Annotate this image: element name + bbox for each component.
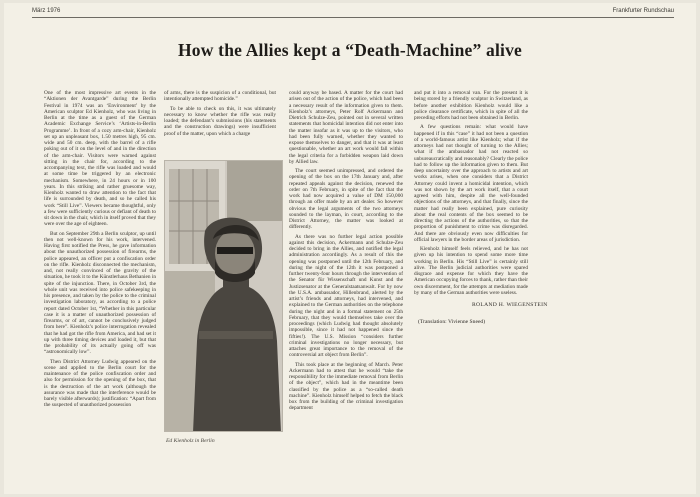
paragraph: A few questions remain: what would have happened if in this “case” it had not been a question of a world-famous artist like Kienholz; what if the attorneys had not thought of turning to the Allies; what if the ambassador had not reacted so unbureaucratically and reasonably? Clearly the police had to follow up the information given to them. But deep uncertainty over the approach to artists and art works arises, when one considers that a District Attorney could invent a homicidal intention, which was not shown by the art work itself, that a court agreed with him, despite all the well-founded objections of the attorneys, and that finally, since the matter had really been explained, pure curiosity about the real contents of the box seemed to be directing the actions of the authorities, so that the proportion of punishment to crime was disregarded. And there are obviously even now difficulties for official lawyers in the border areas of jurisdiction. xyxy=(414,124,528,243)
paragraph: To be able to check on this, it was ultimately necessary to know whether the rifle was really loaded; the defendant’s submissions (his statements and the construction drawings) were insufficient proof of the matter, upon which a charge xyxy=(164,105,276,137)
paragraph: As there was no further legal action possible against this decision, Ackermann and Schulze-Zeu decided to bring in the Allies, and notified the legal administration accordingly. As a result of this the opening was postponed until the 12th February, and during the night of the 12th it was postponed a further twenty-four hours through the intervention of the Senator für Wissenschaft und Kunst and the Justizsenator at the Generalstaatsanwalt. For by now the U.S.A. ambassador, Hillenbrand, alerted by the artist’s friends and attorneys, had intervened, and explained to the German authorities on the telephone during the night and in a formal statement on 25th February, that they would themselves take over the proceedings (which Ludwig had thought absolutely impossible, since it had not happened since the fifties!). The U.S. Mission “considers further criminal investigations no longer necessary, but attaches great importance to the removal of the controversial art object from Berlin”. xyxy=(289,233,403,359)
paragraph: of arms, there is the suspicion of a conditional, but intentionally attempted homicide.” xyxy=(164,90,276,103)
translation-credit: (Translation: Vivienne Sneed) xyxy=(418,319,486,325)
newspaper-name: Frankfurter Rundschau xyxy=(612,8,674,14)
issue-date: März 1976 xyxy=(32,8,61,14)
header-rule xyxy=(32,17,674,18)
paragraph: Then District Attorney Ludwig appeared on the scene and applied to the Berlin court for the maintenance of the police confiscation order and also for permission for the opening of the box, that is the destruction of the art work (although the assurance was made that the interference would be barely visible afterwards); justification: “Apart from the suspected of unauthorized possession xyxy=(44,358,156,409)
artist-photo xyxy=(164,160,283,432)
article-column-2 xyxy=(164,90,276,152)
article-column-1 xyxy=(44,90,156,470)
paragraph: This took place at the beginning of March. Peter Ackermann had to attest that he would “take the responsibility for the immediate removal from Berlin of the object”, which had in the meantime been classified by the police as a “so-called death machine”. Kienholz himself helped to fetch the black box from the building of the criminal investigation department xyxy=(289,361,403,412)
paragraph: But on September 29th a Berlin sculptor, up until then not well-known for his work, intervened. Having first notified the Press, he gave information about the unauthorized possession of firearms, the police appeared, an officer put a confiscation order on the rifle. Kienholz disconnected the mechanism, and, not really convinced of the gravity of the situation, he took it to the Künstlerhaus Bethanien in spite of the injunction. There, in October 3rd, the whole unit was received into police safekeeping in his presence, and taken by the police to the criminal investigation laboratory, as according to a police report dated October 1st, “Whether in this particular case it is a matter of unauthorized possession of firearms, or of art, cannot be conclusively judged from here”. Kienholz’s police interrogation revealed that he had got the rifle from America, and had set it up with three timing devices and loaded it, but that the probability of its actually going off was “astronomically low”. xyxy=(44,230,156,356)
paragraph: Kienholz himself feels relieved, and he has not given up his intention to spend some more time working in Berlin. His “Still Live” is certainly still alive. The Berlin judicial authorities were spared disgrace and expense for which they have the American occupying forces to thank, rather than their own discernment, for the attempts at mediation made by many of the German authorities were useless. xyxy=(414,246,528,296)
photo-caption: Ed Kienholz in Berlin xyxy=(166,438,215,444)
paragraph: and put it into a removal van. For the present it is being stored by a friendly sculptor in Switzerland, as before another exhibition Kienholz would like a police clearance certificate, which in spite of all the preceding efforts had not been obtained in Berlin. xyxy=(414,90,528,121)
author-byline: ROLAND H. WIEGENSTEIN xyxy=(472,302,548,308)
article-column-4 xyxy=(414,90,528,390)
article-headline: How the Allies kept a “Death-Machine” alive xyxy=(178,40,522,60)
article-column-3 xyxy=(289,90,403,482)
photo-image xyxy=(165,161,283,432)
paragraph: One of the most impressive art events in the “Aktionen der Avantgarde” during the Berlin Festival in 1974 was an ‘Environment’ by the American sculptor Ed Kienholz, who was living in Berlin at the time as a guest of the German Academic Exchange Service’s ‘Artists-in-Berlin Programme’. In front of a cozy arm-chair, Kienholz set up an unpleasant box, 1.50 metres high, 95 cm. wide and 50 cm. deep, with the barrel of a rifle poking out of it on the level of and in the direction of the arm-chair. Visitors were warned against sitting in the chair for, according to the accompanying text, the rifle was loaded and would at some time be triggered by an electronic mechanism. Somewhere, in 24 hours or in 100 years. In this striking and rather gruesome way, Kienholz wanted to draw attention to the fact that life is surrounded by death, and so he called his work “Still Live”. Viewers became thoughtful, only a few were sufficiently curious or defiant of death to sit down in the chair, which in itself proved that they were over the age of eighteen. xyxy=(44,90,156,228)
paragraph: could anyway be based. A matter for the court had arisen out of the action of the police, which had been a necessary result of the information given to them. Kienholz’s attorneys, Peter Rolf Ackermann and Dietrich Schulze-Zeu, pointed out in several written statements that homicidal intention did not enter into the matter insofar as it was up to the visitors, who had been fully warned, whether they wanted to expose themselves to danger, and that it was at least questionable, whether an art work would fall within the legal criteria for a forbidden weapon laid down by Allied law. xyxy=(289,90,403,165)
paragraph: The court seemed unimpressed, and ordered the opening of the box on the 17th January and, after repeated appeals against the decision, renewed the order on 7th February, in spite of the fact that the work had now acquired a value of DM 150,000 through an offer made by an art dealer. So however obvious the legal arguments of the two attorneys sounded to the layman, in court, according to the District Attorney, the matter was looked at differently. xyxy=(289,168,403,231)
